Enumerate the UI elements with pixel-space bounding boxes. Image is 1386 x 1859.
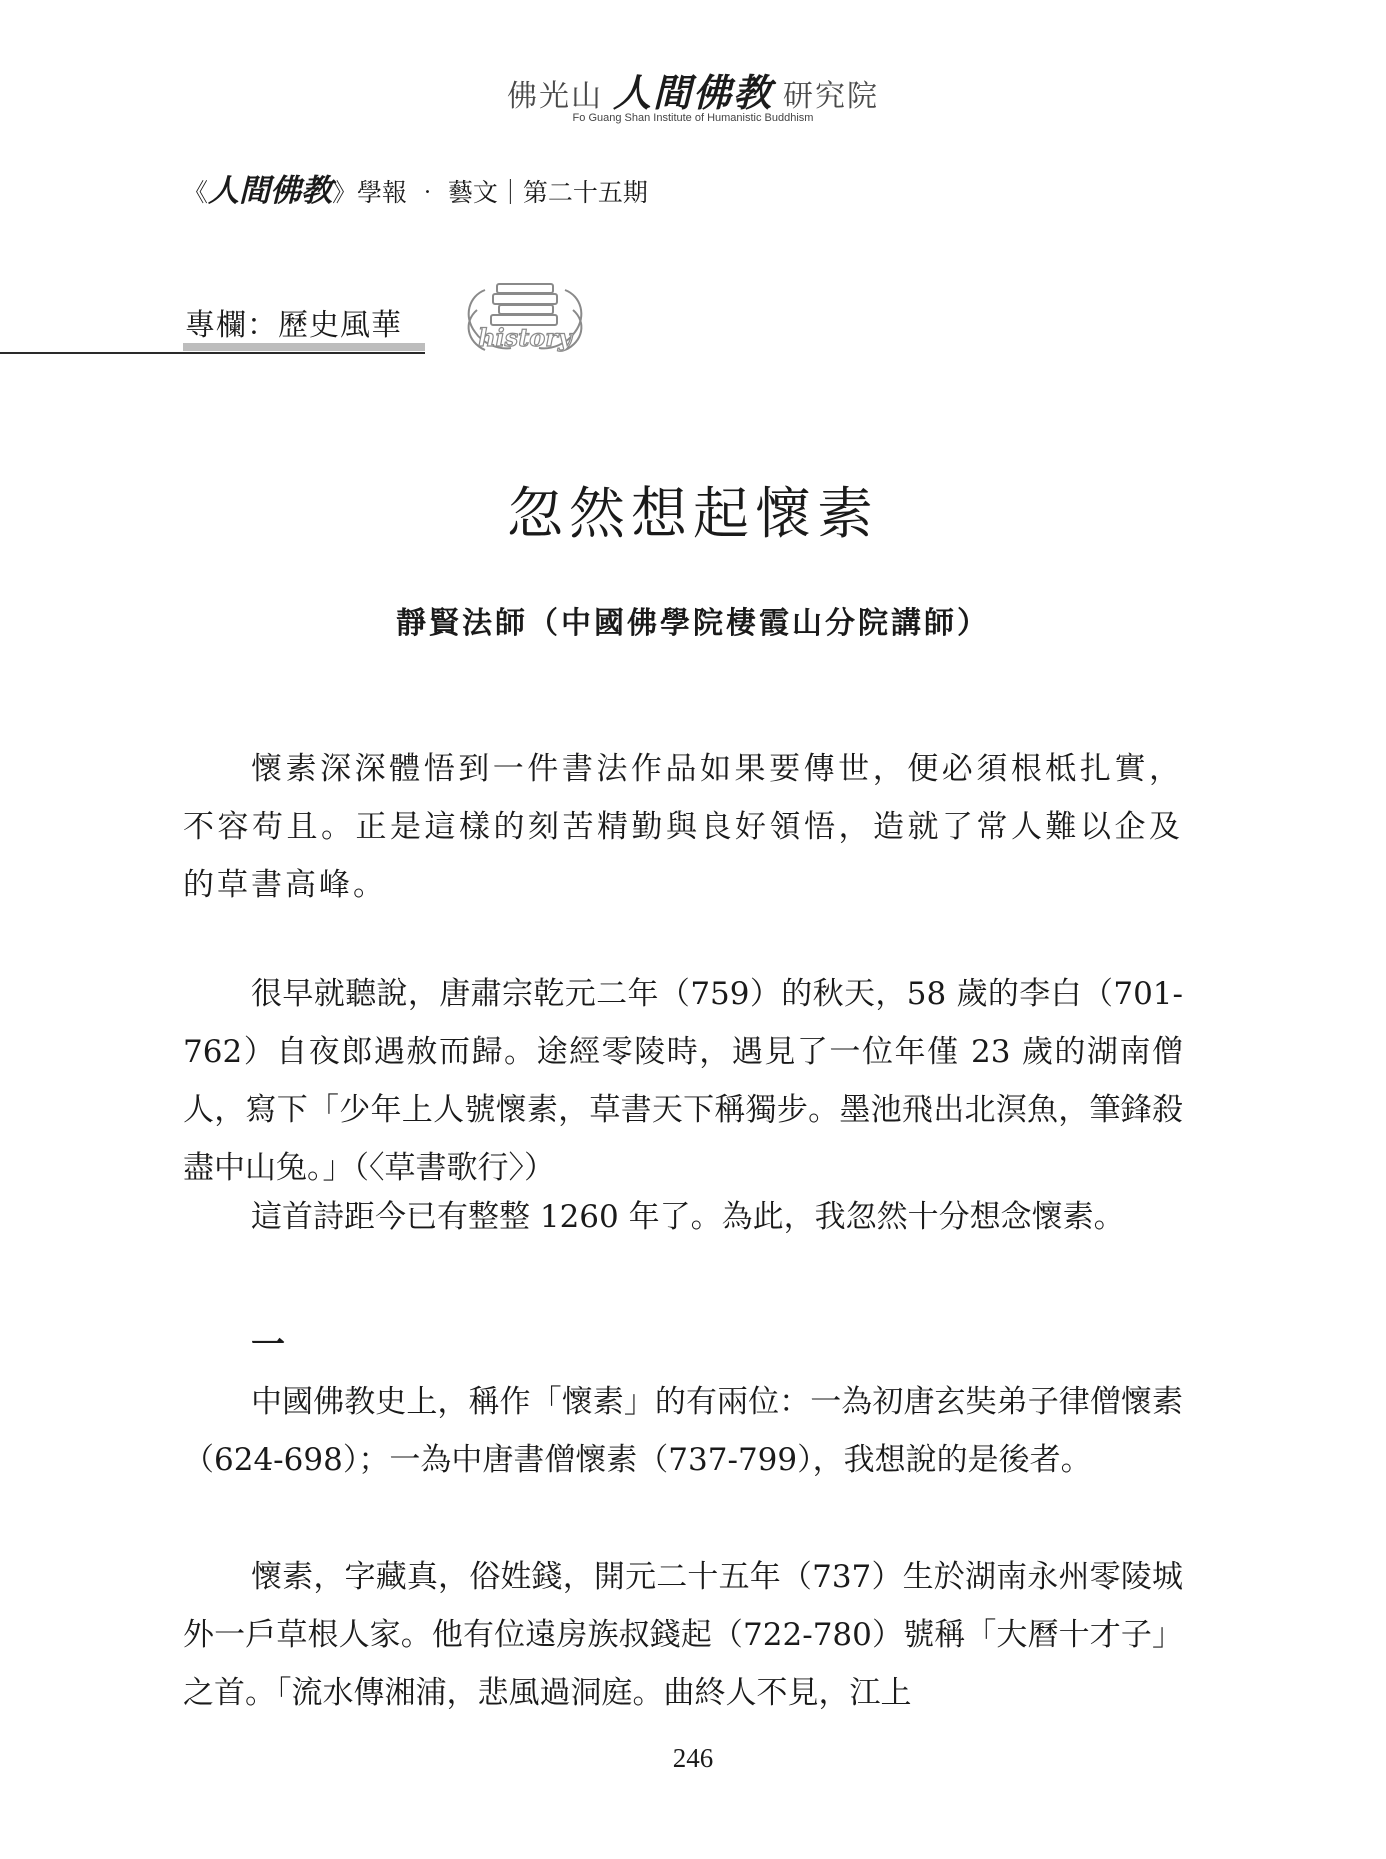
history-emblem [455,270,595,365]
institute-logo [0,62,1386,117]
running-head-rest: 》學報 ‧ 藝文｜第二十五期 [332,178,648,207]
body-paragraph-2: 這首詩距今已有整整 1260 年了。為此，我忽然十分想念懷素。 [251,1199,1125,1235]
body-paragraph-1: 很早就聽說，唐肅宗乾元二年（759）的秋天，58 歲的李白（701-762）自夜郎遇赦而歸。途經零陵時，遇見了一位年僅 23 歲的湖南僧人，寫下「少年上人號懷素，草書天下稱獨步。墨池飛出北溟魚，筆鋒殺盡中山兔。」（〈草書歌行〉） [183,976,1183,1186]
emblem-text: history [478,323,572,352]
column-rule [0,352,425,354]
column-underline-bar [183,343,425,351]
journal-calligraphy: 人間佛教 [208,173,333,209]
institute-prefix: 佛光山 [506,79,603,114]
page-number: 246 [672,1743,714,1773]
article-title: 忽然想起懷素 [507,482,879,547]
section-heading: 一 [251,1325,285,1365]
article-abstract: 懷素深深體悟到一件書法作品如果要傳世，便必須根柢扎實，不容苟且。正是這樣的刻苦精勤與良好領悟，造就了常人難以企及的草書高峰。 [183,751,1183,903]
running-head-open-bracket: 《 [183,178,209,207]
institute-calligraphy: 人間佛教 [612,71,773,115]
article-author: 靜賢法師（中國佛學院棲霞山分院講師） [396,606,990,641]
section-paragraph-1: 中國佛教史上，稱作「懷素」的有兩位：一為初唐玄奘弟子律僧懷素（624-698）；一為中唐書僧懷素（737-799），我想說的是後者。 [183,1384,1183,1478]
column-label: 專欄：歷史風華 [185,308,402,343]
institute-english-name: Fo Guang Shan Institute of Humanistic Buddhism [572,112,814,124]
running-head [183,165,648,210]
institute-suffix: 研究院 [783,79,879,114]
section-paragraph-2: 懷素，字藏真，俗姓錢，開元二十五年（737）生於湖南永州零陵城外一戶草根人家。他有位遠房族叔錢起（722-780）號稱「大曆十才子」之首。「流水傳湘浦，悲風過洞庭。曲終人不見，江上 [183,1559,1183,1711]
